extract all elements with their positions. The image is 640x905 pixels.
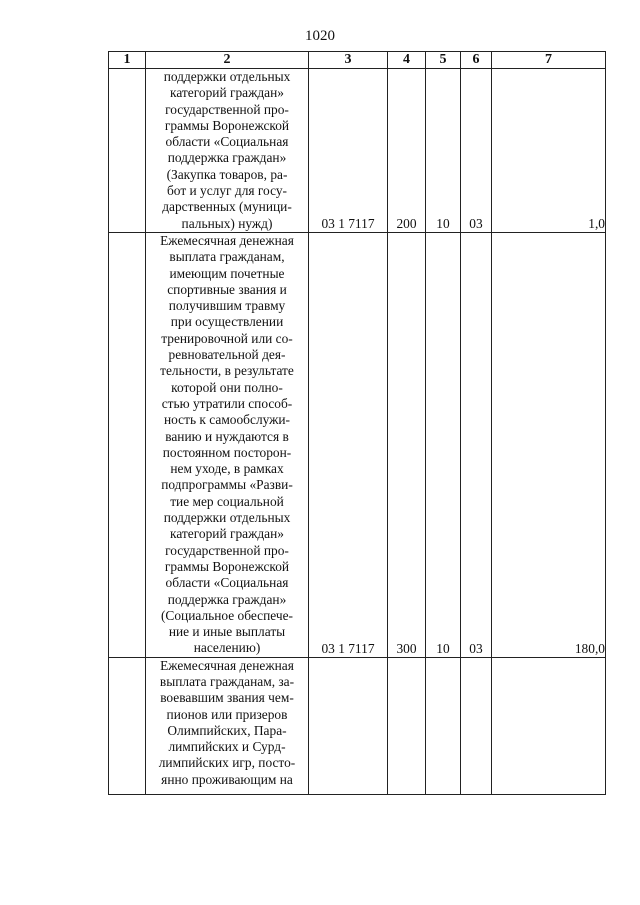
- description-line: которой они полно-: [171, 379, 283, 395]
- description-line: бот и услуг для госу-: [166, 183, 287, 199]
- description-line: области «Социальная: [165, 134, 289, 150]
- description-line: Ежемесячная денежная: [160, 232, 294, 248]
- description-line: спортивные звания и: [167, 281, 287, 297]
- column-header-3: 3: [309, 52, 388, 69]
- page-number: 1020: [305, 28, 335, 44]
- column-header-4: 4: [388, 52, 426, 69]
- description-line: лимпийских и Сурд-: [168, 739, 286, 755]
- cell-column-6: [461, 657, 492, 794]
- description-line: (Закупка товаров, ра-: [166, 166, 288, 182]
- column-header-7: 7: [492, 52, 606, 69]
- cell-index: [109, 657, 146, 794]
- cell-column-6: 03: [461, 69, 492, 233]
- description-line: государственной про-: [165, 101, 289, 117]
- description-line: области «Социальная: [165, 575, 289, 591]
- table-row: [109, 69, 606, 233]
- cell-index: [109, 69, 146, 233]
- description-line: дарственных (муници-: [162, 199, 292, 215]
- description-line: ванию и нуждаются в: [165, 428, 289, 444]
- description-line: тельности, в результате: [160, 363, 294, 379]
- description-line: воевавшим звания чем-: [160, 690, 294, 706]
- cell-code: 03 1 7117: [309, 69, 388, 233]
- description-line: постоянном посторон-: [162, 444, 292, 460]
- cell-column-4: 200: [388, 69, 426, 233]
- cell-description: [146, 657, 309, 794]
- description-line: категорий граждан»: [170, 526, 284, 542]
- description-line: нем уходе, в рамках: [170, 461, 284, 477]
- table-row: [109, 657, 606, 794]
- description-line: при осуществлении: [170, 314, 284, 330]
- table-row: [109, 232, 606, 657]
- column-header-2: 2: [146, 52, 309, 69]
- cell-description: [146, 69, 309, 233]
- cell-index: [109, 232, 146, 657]
- description-line: ревновательной дея-: [168, 347, 286, 363]
- cell-amount: 180,0: [492, 232, 606, 657]
- description-line: пальных) нужд): [181, 215, 273, 231]
- description-line: поддержка граждан»: [167, 591, 287, 607]
- cell-column-5: 10: [426, 232, 461, 657]
- description-line: поддержка граждан»: [167, 150, 287, 166]
- column-header-6: 6: [461, 52, 492, 69]
- cell-description: [146, 232, 309, 657]
- cell-column-4: [388, 657, 426, 794]
- description-line: ность к самообслужи-: [163, 412, 291, 428]
- description-line: населению): [193, 640, 261, 656]
- header-row: [109, 52, 606, 69]
- budget-table: [108, 51, 606, 795]
- cell-column-6: 03: [461, 232, 492, 657]
- description-line: подпрограммы «Разви-: [161, 477, 293, 493]
- description-line: граммы Воронежской: [164, 558, 290, 574]
- cell-column-5: [426, 657, 461, 794]
- description-line: Олимпийских, Пара-: [167, 722, 287, 738]
- cell-amount: [492, 657, 606, 794]
- cell-column-4: 300: [388, 232, 426, 657]
- description-line: получившим травму: [168, 298, 286, 314]
- description-line: имеющим почетные: [169, 265, 285, 281]
- description-line: поддержки отдельных: [163, 510, 291, 526]
- description-line: лимпийских игр, посто-: [158, 755, 296, 771]
- description-line: государственной про-: [165, 542, 289, 558]
- description-line: граммы Воронежской: [164, 117, 290, 133]
- description-line: стью утратили способ-: [161, 395, 293, 411]
- cell-column-5: 10: [426, 69, 461, 233]
- description-line: тие мер социальной: [170, 493, 284, 509]
- description-line: поддержки отдельных: [163, 69, 291, 84]
- description-line: тренировочной или со-: [161, 330, 293, 346]
- cell-code: 03 1 7117: [309, 232, 388, 657]
- cell-code: [309, 657, 388, 794]
- description-line: выплата гражданам, за-: [159, 673, 295, 689]
- cell-amount: 1,0: [492, 69, 606, 233]
- description-line: пионов или призеров: [166, 706, 288, 722]
- column-header-1: 1: [109, 52, 146, 69]
- description-line: Ежемесячная денежная: [160, 657, 294, 673]
- description-line: категорий граждан»: [170, 85, 284, 101]
- description-line: ние и иные выплаты: [168, 624, 286, 640]
- description-line: (Социальное обеспече-: [160, 607, 294, 623]
- description-line: янно проживающим на: [161, 771, 293, 787]
- description-line: выплата гражданам,: [169, 249, 285, 265]
- column-header-5: 5: [426, 52, 461, 69]
